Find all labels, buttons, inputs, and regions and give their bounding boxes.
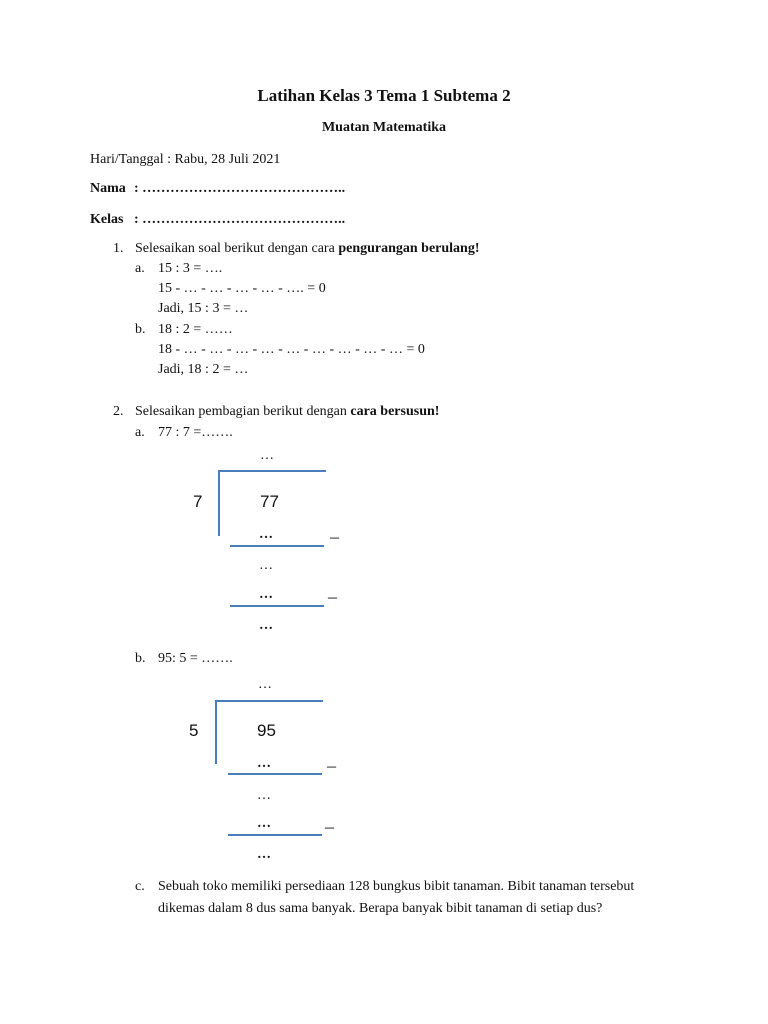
- q2-instruction-plain: Selesaikan pembagian berikut dengan: [135, 404, 351, 419]
- q2b-quotient: …: [258, 677, 272, 692]
- q2a-subtract-line-1: [230, 545, 324, 547]
- q2-number: 2.: [113, 404, 124, 419]
- q2a-remainder-2: …: [259, 618, 273, 633]
- class-label: Kelas: [90, 212, 124, 227]
- q2a-subtract-line-2: [230, 605, 324, 607]
- q2a-divisor: 7: [193, 492, 203, 511]
- name-label: Nama: [90, 181, 126, 196]
- q2a-subtract-2: …: [259, 587, 273, 602]
- q1a-line3: Jadi, 15 : 3 = …: [158, 301, 249, 316]
- q2-instruction-bold: cara bersusun!: [350, 404, 440, 419]
- q2a-subtract-1: …: [259, 527, 273, 542]
- q2b-subtract-2: …: [257, 816, 271, 831]
- q2b-divisor: 5: [189, 721, 199, 740]
- page-subtitle: Muatan Matematika: [321, 120, 447, 135]
- q2b-prompt: 95: 5 = …….: [158, 651, 233, 666]
- q2c-line1: Sebuah toko memiliki persediaan 128 bungkus bibit tanaman. Bibit tanaman tersebut: [158, 879, 635, 894]
- q2a-division-bar: [220, 470, 326, 472]
- q1-instruction: [135, 241, 480, 257]
- q2a-letter: a.: [135, 425, 145, 440]
- q2a-division-bracket: [218, 470, 220, 536]
- q2a-quotient: …: [260, 448, 274, 463]
- q2c-line2: dikemas dalam 8 dus sama banyak. Berapa banyak bibit tanaman di setiap dus?: [158, 901, 603, 916]
- q2a-minus-2: _: [328, 580, 337, 600]
- q1b-line2: 18 - … - … - … - … - … - … - … - … - … = 0: [158, 342, 425, 357]
- q2b-subtract-1: …: [257, 756, 271, 771]
- q1b-line1: 18 : 2 = ……: [158, 322, 233, 337]
- q2b-division-bracket: [215, 700, 217, 764]
- q1-instruction-plain: Selesaikan soal berikut dengan cara: [135, 241, 339, 256]
- q1a-letter: a.: [135, 261, 145, 276]
- class-field[interactable]: : ……………………………………..: [134, 212, 346, 227]
- q2b-minus-2: _: [325, 810, 334, 830]
- page-title: Latihan Kelas 3 Tema 1 Subtema 2: [257, 86, 511, 105]
- q2a-minus-1: _: [330, 520, 339, 540]
- q1-number: 1.: [113, 241, 124, 256]
- date-line: Hari/Tanggal : Rabu, 28 Juli 2021: [90, 152, 281, 167]
- q2b-division-bar: [217, 700, 323, 702]
- q2a-prompt: 77 : 7 =…….: [158, 425, 233, 440]
- q2b-subtract-line-1: [228, 773, 322, 775]
- name-field[interactable]: : ……………………………………..: [134, 181, 346, 196]
- q2b-subtract-line-2: [228, 834, 322, 836]
- q2-instruction: [135, 404, 439, 420]
- q1-instruction-bold: pengurangan berulang!: [338, 241, 480, 256]
- q2c-letter: c.: [135, 879, 145, 894]
- q2a-remainder-1: …: [259, 558, 273, 573]
- q1a-line1: 15 : 3 = ….: [158, 261, 223, 276]
- q2a-dividend: 77: [260, 492, 279, 511]
- q2b-remainder-1: …: [257, 788, 271, 803]
- q1b-letter: b.: [135, 322, 146, 337]
- q2b-letter: b.: [135, 651, 146, 666]
- q2b-minus-1: _: [327, 749, 336, 769]
- q2b-remainder-2: …: [257, 847, 271, 862]
- q1a-line2: 15 - … - … - … - … - …. = 0: [158, 281, 326, 296]
- q1b-line3: Jadi, 18 : 2 = …: [158, 362, 249, 377]
- q2b-dividend: 95: [257, 721, 276, 740]
